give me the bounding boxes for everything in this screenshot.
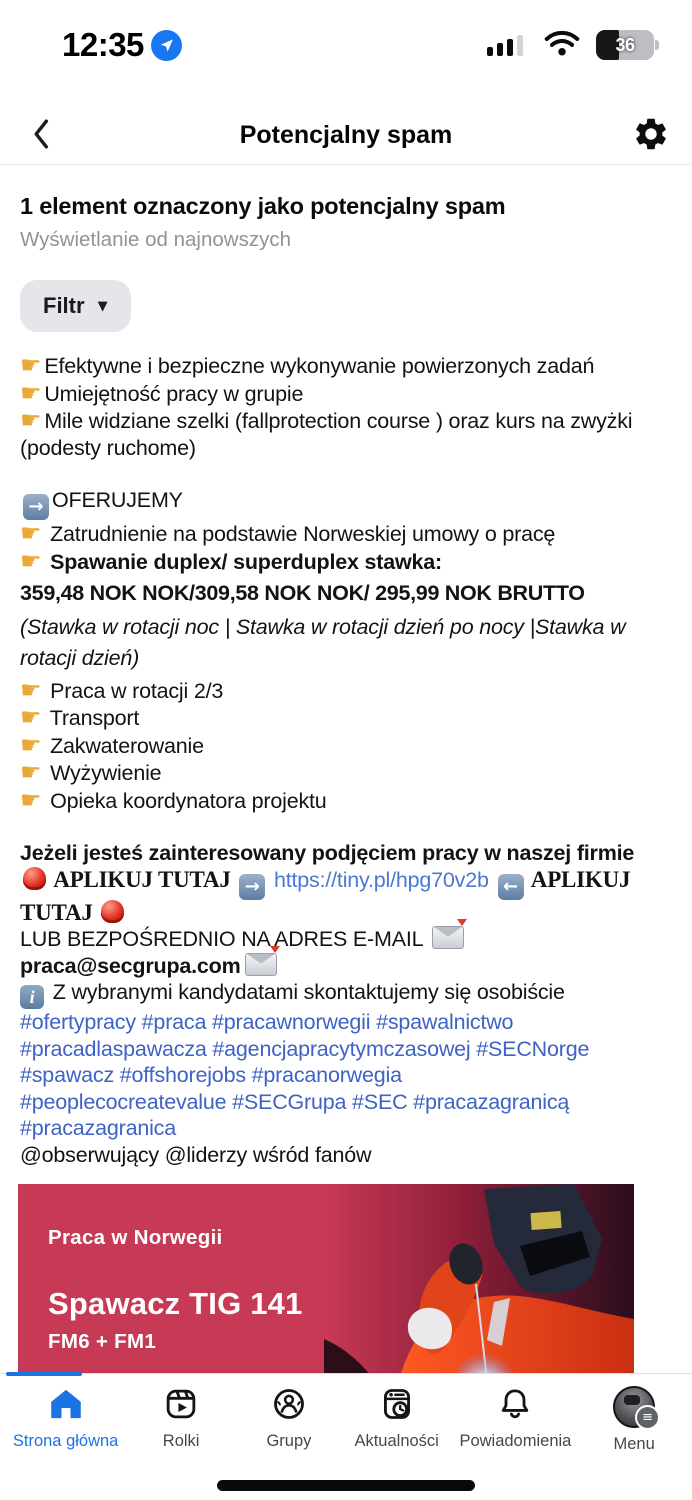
clock: 12:35: [62, 26, 144, 63]
status-right: [486, 28, 654, 63]
battery-cap: [655, 40, 659, 50]
post-line: [20, 704, 672, 732]
tab-label: Rolki: [162, 1432, 200, 1450]
post-text: APLIKUJ TUTAJ: [49, 866, 237, 892]
page-title: Potencjalny spam: [239, 120, 453, 149]
status-bar: [0, 0, 692, 64]
home-icon: [47, 1386, 85, 1425]
post-text: Mile widziane szelki (fallprotection course ) oraz kurs na zwyżki (podesty ruchome): [20, 409, 633, 460]
post-text: LUB BEZPOŚREDNIO NA ADRES E-MAIL: [20, 927, 429, 951]
post-text: OFERUJEMY: [52, 488, 183, 512]
post-line: [20, 407, 672, 461]
summary-subtitle: Wyświetlanie od najnowszych: [20, 228, 291, 251]
post-text: Wyżywienie: [44, 761, 162, 785]
tab-label: Grupy: [266, 1432, 312, 1450]
point-icon: [20, 380, 41, 407]
arrow-left-icon: [498, 874, 524, 900]
siren-icon: [101, 900, 124, 923]
tab-label: Powiadomienia: [459, 1432, 572, 1450]
point-icon: [20, 704, 41, 731]
post-line: [20, 867, 672, 927]
post-line: [20, 677, 672, 705]
point-icon: [20, 787, 41, 814]
hashtag-links[interactable]: #pracazagranica: [20, 1116, 176, 1140]
header: [0, 106, 692, 165]
post-text: Praca w rotacji 2/3: [44, 678, 224, 703]
post-line: [20, 814, 672, 840]
post-line: [20, 953, 672, 980]
location-arrow-icon: [151, 30, 182, 61]
post-line: [20, 787, 672, 815]
post-line: [20, 1142, 672, 1169]
post-line: [20, 1062, 672, 1089]
post-body: [0, 332, 692, 1168]
bottom-tab-bar: [0, 1373, 692, 1500]
post-text: Transport: [44, 706, 140, 730]
post-text: Opieka koordynatora projektu: [44, 788, 327, 813]
post-line: [20, 1115, 672, 1142]
filter-button[interactable]: [20, 280, 131, 332]
cellular-signal-icon: [486, 28, 528, 63]
post-text: Z wybranymi kandydatami skontaktujemy się osobiście: [47, 980, 565, 1004]
post-line: [20, 1036, 672, 1063]
hashtag-links[interactable]: #peoplecocreatevalue #SECGrupa #SEC #pracazagranicą: [20, 1089, 570, 1114]
arrow-right-icon: [23, 494, 49, 520]
status-left: [62, 26, 182, 64]
mail-icon: [432, 926, 464, 949]
post-line: [20, 580, 672, 607]
tab-reels[interactable]: [136, 1386, 226, 1451]
post-text: Spawanie duplex/ superduplex stawka:: [50, 549, 442, 574]
hamburger-badge-icon: [635, 1405, 660, 1430]
wifi-icon: [543, 29, 581, 62]
news-icon: [378, 1386, 416, 1425]
post-line: [20, 759, 672, 787]
tab-groups[interactable]: [244, 1386, 334, 1451]
point-icon: [20, 548, 41, 575]
hashtag-links[interactable]: #spawacz #offshorejobs #pracanorwegia: [20, 1063, 402, 1087]
caret-down-icon: ▼: [97, 298, 108, 314]
post-text: Jeżeli jesteś zainteresowany podjęciem pracy w naszej firmie: [20, 841, 635, 865]
point-icon: [20, 407, 41, 434]
back-button[interactable]: [24, 114, 58, 157]
post-text: Efektywne i bezpieczne wykonywanie powierzonych zadań: [44, 354, 595, 378]
home-indicator-bar[interactable]: [217, 1480, 475, 1491]
info-icon: [20, 985, 44, 1009]
post-text: Umiejętność pracy w grupie: [44, 381, 304, 406]
hashtag-links[interactable]: #pracadlaspawacza #agencjapracytymczasowej #SECNorge: [20, 1036, 590, 1061]
tab-menu[interactable]: [589, 1386, 679, 1454]
post-line: [20, 548, 672, 576]
post-line: [20, 1089, 672, 1116]
summary-section: [0, 165, 692, 252]
point-icon: [20, 352, 41, 379]
settings-gear-button[interactable]: [630, 113, 672, 158]
reels-icon: [162, 1386, 200, 1425]
profile-avatar: [613, 1386, 655, 1428]
post-line: [20, 926, 672, 953]
post-text: praca@secgrupa.com: [20, 953, 241, 978]
filter-label: Filtr: [43, 293, 85, 318]
tabs: [0, 1374, 692, 1454]
post-link[interactable]: https://tiny.pl/hpg70v2b: [268, 867, 495, 892]
tab-news[interactable]: [352, 1386, 442, 1451]
tab-label: Aktualności: [354, 1432, 439, 1450]
bell-icon: [496, 1386, 534, 1425]
post-line: [20, 461, 672, 487]
arrow-right-icon: [239, 874, 265, 900]
post-line: [20, 380, 672, 408]
point-icon: [20, 759, 41, 786]
tab-notifications[interactable]: [459, 1386, 571, 1451]
post-line: [20, 1009, 672, 1036]
post-line: [20, 352, 672, 380]
active-tab-indicator: [6, 1372, 82, 1376]
tab-home[interactable]: [13, 1386, 119, 1451]
post-text: (Stawka w rotacji noc | Stawka w rotacji dzień po nocy |Stawka w rotacji dzień): [20, 614, 626, 670]
mail-icon: [245, 953, 277, 976]
tab-label: Menu: [613, 1435, 655, 1453]
siren-icon: [23, 867, 46, 890]
post-text: Zatrudnienie na podstawie Norweskiej umowy o pracę: [44, 522, 556, 546]
post-text: APLIKUJ TUTAJ: [20, 866, 631, 925]
battery-percent: 36: [615, 34, 635, 55]
post-line: [20, 979, 672, 1009]
banner-subtitle: FM6 + FM1: [48, 1330, 157, 1353]
hashtag-links[interactable]: #ofertypracy #praca #pracawnorwegii #spawalnictwo: [20, 1010, 514, 1034]
post-line: [20, 612, 672, 674]
groups-icon: [270, 1386, 308, 1425]
post-line: [20, 840, 672, 867]
summary-title: 1 element oznaczony jako potencjalny spam: [20, 193, 506, 219]
post-text: 359,48 NOK NOK/309,58 NOK NOK/ 295,99 NOK BRUTTO: [20, 581, 585, 605]
banner-text: [18, 1184, 634, 1354]
point-icon: [20, 677, 41, 704]
point-icon: [20, 732, 41, 759]
post-text: @obserwujący @liderzy wśród fanów: [20, 1142, 372, 1167]
banner-title: Spawacz TIG 141: [48, 1286, 303, 1321]
post-text: Zakwaterowanie: [44, 733, 204, 758]
battery-icon: [596, 30, 654, 60]
post-line: [20, 732, 672, 760]
post-line: [20, 487, 672, 520]
point-icon: [20, 520, 41, 547]
banner-eyebrow: Praca w Norwegii: [48, 1226, 223, 1249]
post-line: [20, 520, 672, 548]
tab-label: Strona główna: [12, 1432, 119, 1450]
